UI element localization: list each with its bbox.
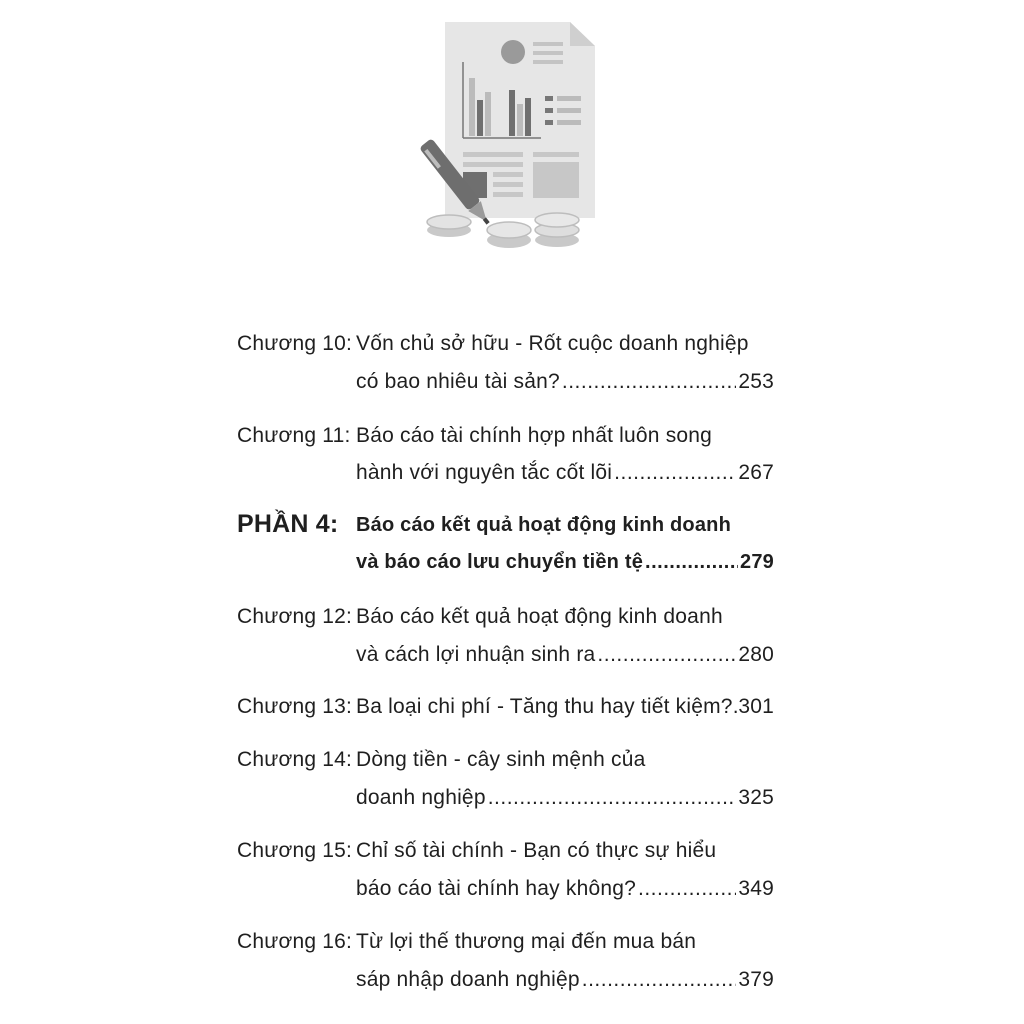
chapter-16-title-line1: Từ lợi thế thương mại đến mua bán [356, 930, 697, 953]
chapter-15-page-number: 349 [738, 877, 774, 900]
chapter-13-label: Chương 13: [237, 695, 353, 718]
chapter-14-label: Chương 14: [237, 748, 353, 771]
part-4-page-number: 279 [740, 551, 774, 573]
chapter-13-title: Ba loại chi phí - Tăng thu hay tiết kiệm? [356, 695, 733, 718]
chapter-10-label: Chương 10: [237, 332, 353, 355]
chapter-16-page-number: 379 [738, 968, 774, 991]
chapter-11-title-line2 [356, 461, 774, 485]
chapter-10-title-continuation: có bao nhiêu tài sản? [356, 370, 560, 393]
chapter-12-title-continuation: và cách lợi nhuận sinh ra [356, 643, 596, 666]
leader-dots [614, 461, 736, 485]
chapter-15-label: Chương 15: [237, 839, 353, 862]
chapter-10-page-number: 253 [738, 370, 774, 393]
chapter-10-title-line2 [356, 370, 774, 394]
chapter-15-title-line2 [356, 877, 774, 901]
leader-dots [597, 643, 736, 667]
part-4-title-line1: Báo cáo kết quả hoạt động kinh doanh [356, 514, 731, 536]
leader-dots [488, 786, 737, 810]
chapter-14-title-continuation: doanh nghiệp [356, 786, 486, 809]
chapter-15-title-continuation: báo cáo tài chính hay không? [356, 877, 636, 900]
leader-dots [645, 551, 738, 574]
chapter-11-title-continuation: hành với nguyên tắc cốt lõi [356, 461, 613, 484]
chapter-10-title-line1: Vốn chủ sở hữu - Rốt cuộc doanh nghiệp [356, 332, 749, 355]
chapter-12-label: Chương 12: [237, 605, 353, 628]
chapter-14-title-line1: Dòng tiền - cây sinh mệnh của [356, 748, 646, 771]
part-4-label: PHẦN 4: [237, 510, 339, 538]
chapter-16-title-continuation: sáp nhập doanh nghiệp [356, 968, 580, 991]
leader-dots [638, 877, 736, 901]
chapter-14-title-line2 [356, 786, 774, 810]
leader-dots [582, 968, 737, 992]
chapter-13-row [237, 695, 774, 719]
chapter-11-page-number: 267 [738, 461, 774, 484]
chapter-15-title-line1: Chỉ số tài chính - Bạn có thực sự hiểu [356, 839, 717, 862]
chapter-13-page-number: 301 [738, 695, 774, 718]
chapter-12-title-line2 [356, 643, 774, 667]
chapter-16-label: Chương 16: [237, 930, 353, 953]
leader-dots [562, 370, 737, 394]
chapter-14-page-number: 325 [738, 786, 774, 809]
chapter-11-label: Chương 11: [237, 424, 351, 447]
chapter-12-page-number: 280 [738, 643, 774, 666]
chapter-12-title-line1: Báo cáo kết quả hoạt động kinh doanh [356, 605, 723, 628]
chapter-11-title-line1: Báo cáo tài chính hợp nhất luôn song [356, 424, 713, 447]
chapter-16-title-line2 [356, 968, 774, 992]
part-4-title-line2 [356, 551, 774, 574]
part-4-title-continuation: và báo cáo lưu chuyển tiền tệ [356, 551, 644, 573]
